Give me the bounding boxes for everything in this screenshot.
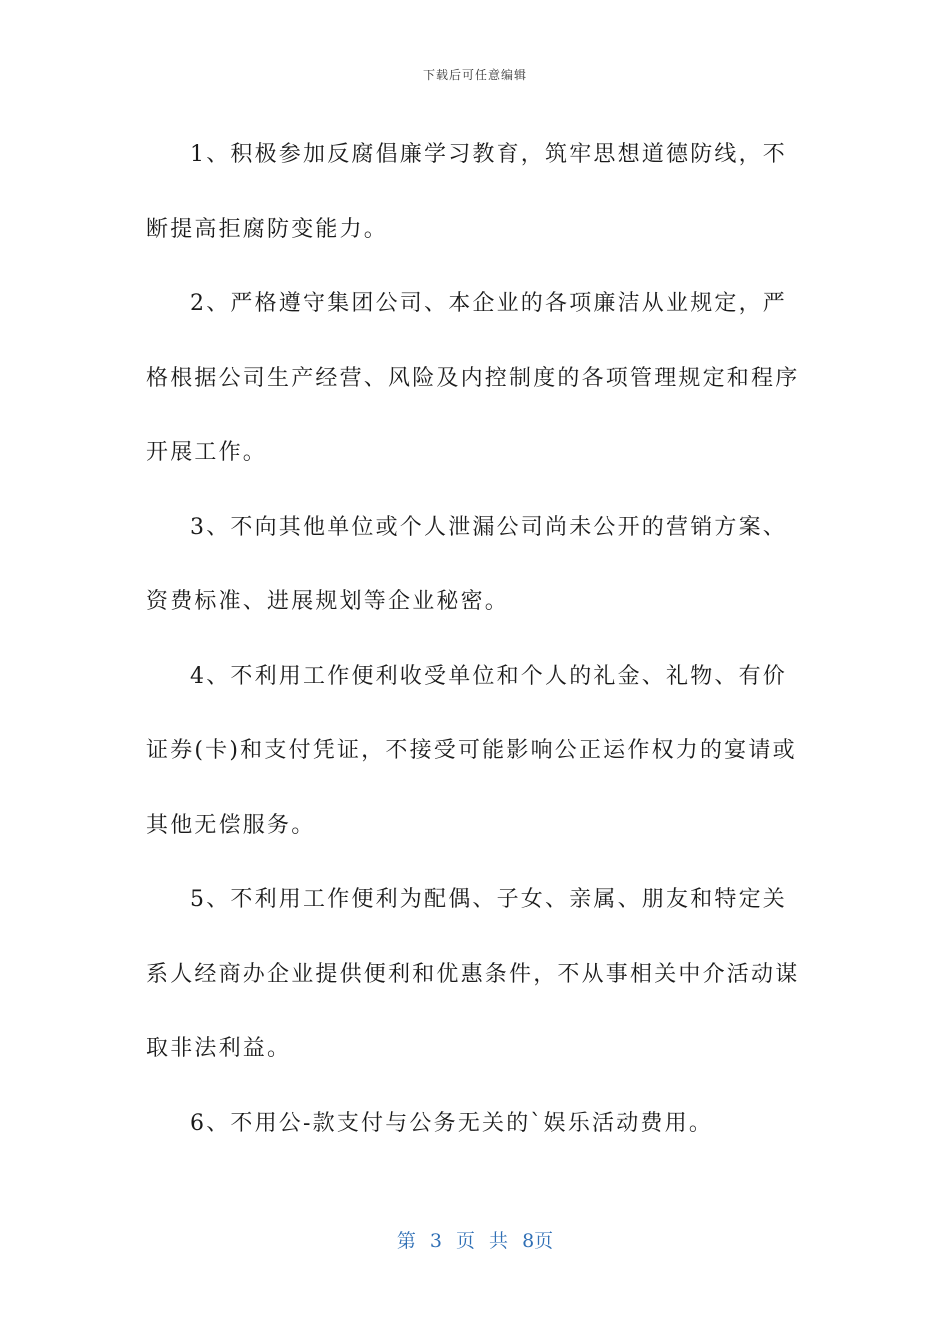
page-number-label: 第 3 页 共 8页 [396, 1230, 554, 1252]
paragraph-1: 1、积极参加反腐倡廉学习教育，筑牢思想道德防线，不断提高拒腐防变能力。 [146, 142, 787, 242]
paragraph-6: 6、不用公-款支付与公务无关的`娱乐活动费用。 [190, 1110, 714, 1136]
paragraph-2: 2、严格遵守集团公司、本企业的各项廉洁从业规定，严格根据公司生产经营、风险及内控制度的各项管理规定和程序开展工作。 [146, 291, 800, 465]
paragraph-4: 4、不利用工作便利收受单位和个人的礼金、礼物、有价证券(卡)和支付凭证，不接受可能影响公正运作权力的宴请或其他无偿服务。 [146, 663, 797, 838]
paragraph-5: 5、不利用工作便利为配偶、子女、亲属、朋友和特定关系人经商办企业提供便利和优惠条件，不从事相关中介活动谋取非法利益。 [146, 887, 800, 1061]
document-body [146, 118, 806, 1161]
page-footer [0, 1226, 950, 1253]
header-note: 下载后可任意编辑 [422, 68, 527, 82]
paragraph-3: 3、不向其他单位或个人泄漏公司尚未公开的营销方案、资费标准、进展规划等企业秘密。 [146, 514, 787, 614]
